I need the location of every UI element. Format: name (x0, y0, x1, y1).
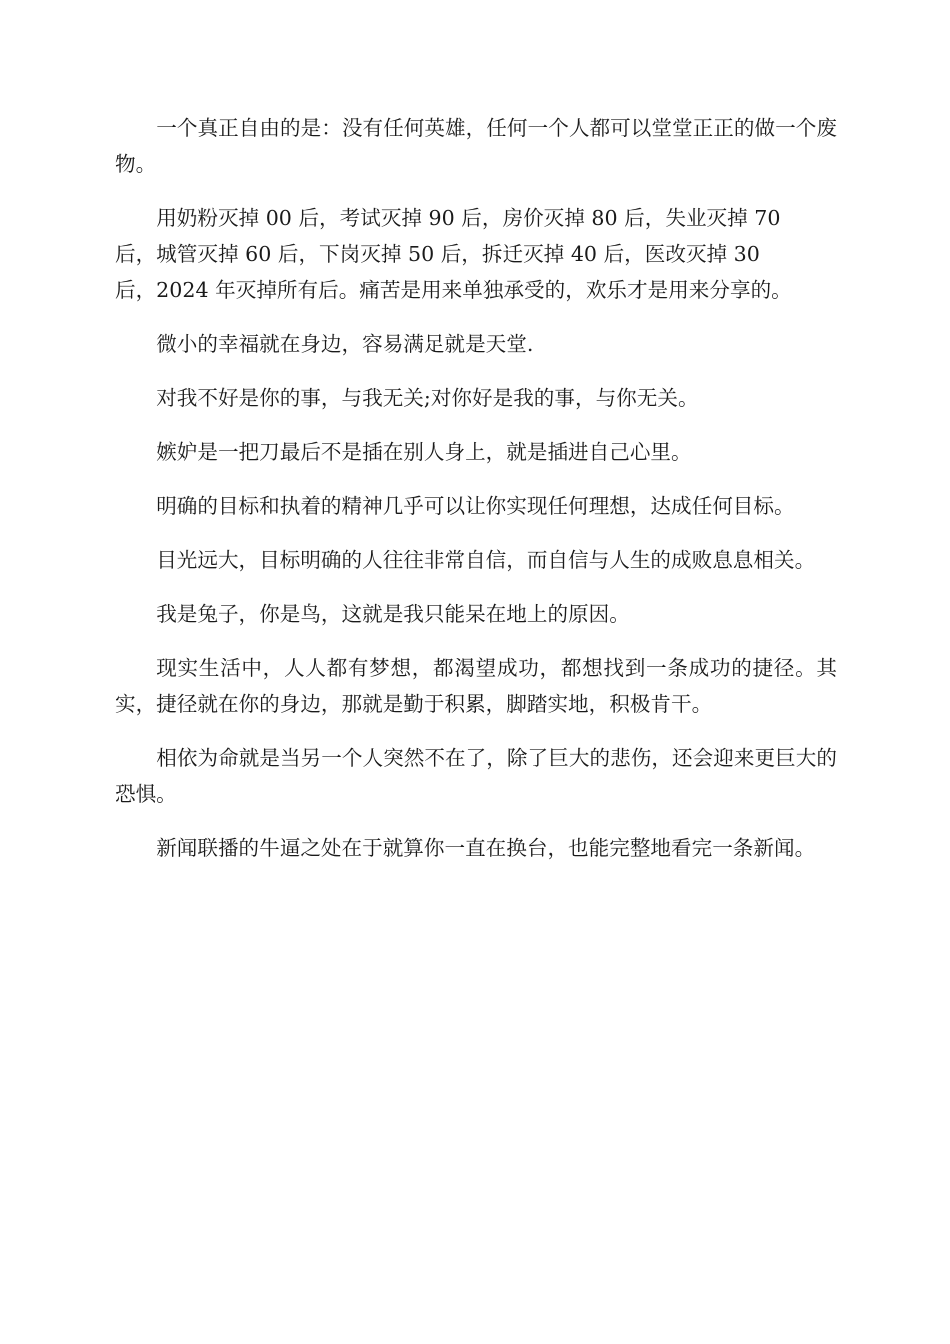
paragraph-generations-line-2: 后，城管灭掉 60 后，下岗灭掉 50 后，拆迁灭掉 40 后，医改灭掉 30 (115, 242, 760, 266)
paragraph-rabbit-bird: 我是兔子，你是鸟，这就是我只能呆在地上的原因。 (156, 602, 630, 626)
paragraph-generations-line-1: 用奶粉灭掉 00 后，考试灭掉 90 后，房价灭掉 80 后，失业灭掉 70 (156, 206, 781, 230)
paragraph-confidence: 目光远大，目标明确的人往往非常自信，而自信与人生的成败息息相关。 (156, 548, 816, 572)
paragraph-your-business: 对我不好是你的事，与我无关;对你好是我的事，与你无关。 (156, 386, 699, 410)
paragraph-shortcut: 现实生活中，人人都有梦想，都渴望成功，都想找到一条成功的捷径。其实，捷径就在你的身边，那就是勤于积累，脚踏实地，积极肯干。 (115, 656, 837, 716)
paragraph-clear-goals: 明确的目标和执着的精神几乎可以让你实现任何理想，达成任何目标。 (156, 494, 795, 518)
paragraph-generations (115, 200, 837, 308)
paragraph-jealousy: 嫉妒是一把刀最后不是插在别人身上，就是插进自己心里。 (156, 440, 692, 464)
paragraph-news-broadcast: 新闻联播的牛逼之处在于就算你一直在换台，也能完整地看完一条新闻。 (156, 836, 816, 860)
document-page (115, 110, 837, 884)
paragraph-freedom: 一个真正自由的是：没有任何英雄，任何一个人都可以堂堂正正的做一个废物。 (115, 116, 837, 176)
paragraph-happiness: 微小的幸福就在身边，容易满足就是天堂. (156, 332, 534, 356)
paragraph-generations-line-3: 后，2024 年灭掉所有后。痛苦是用来单独承受的，欢乐才是用来分享的。 (115, 278, 792, 302)
paragraph-interdependence: 相依为命就是当另一个人突然不在了，除了巨大的悲伤，还会迎来更巨大的恐惧。 (115, 746, 837, 806)
